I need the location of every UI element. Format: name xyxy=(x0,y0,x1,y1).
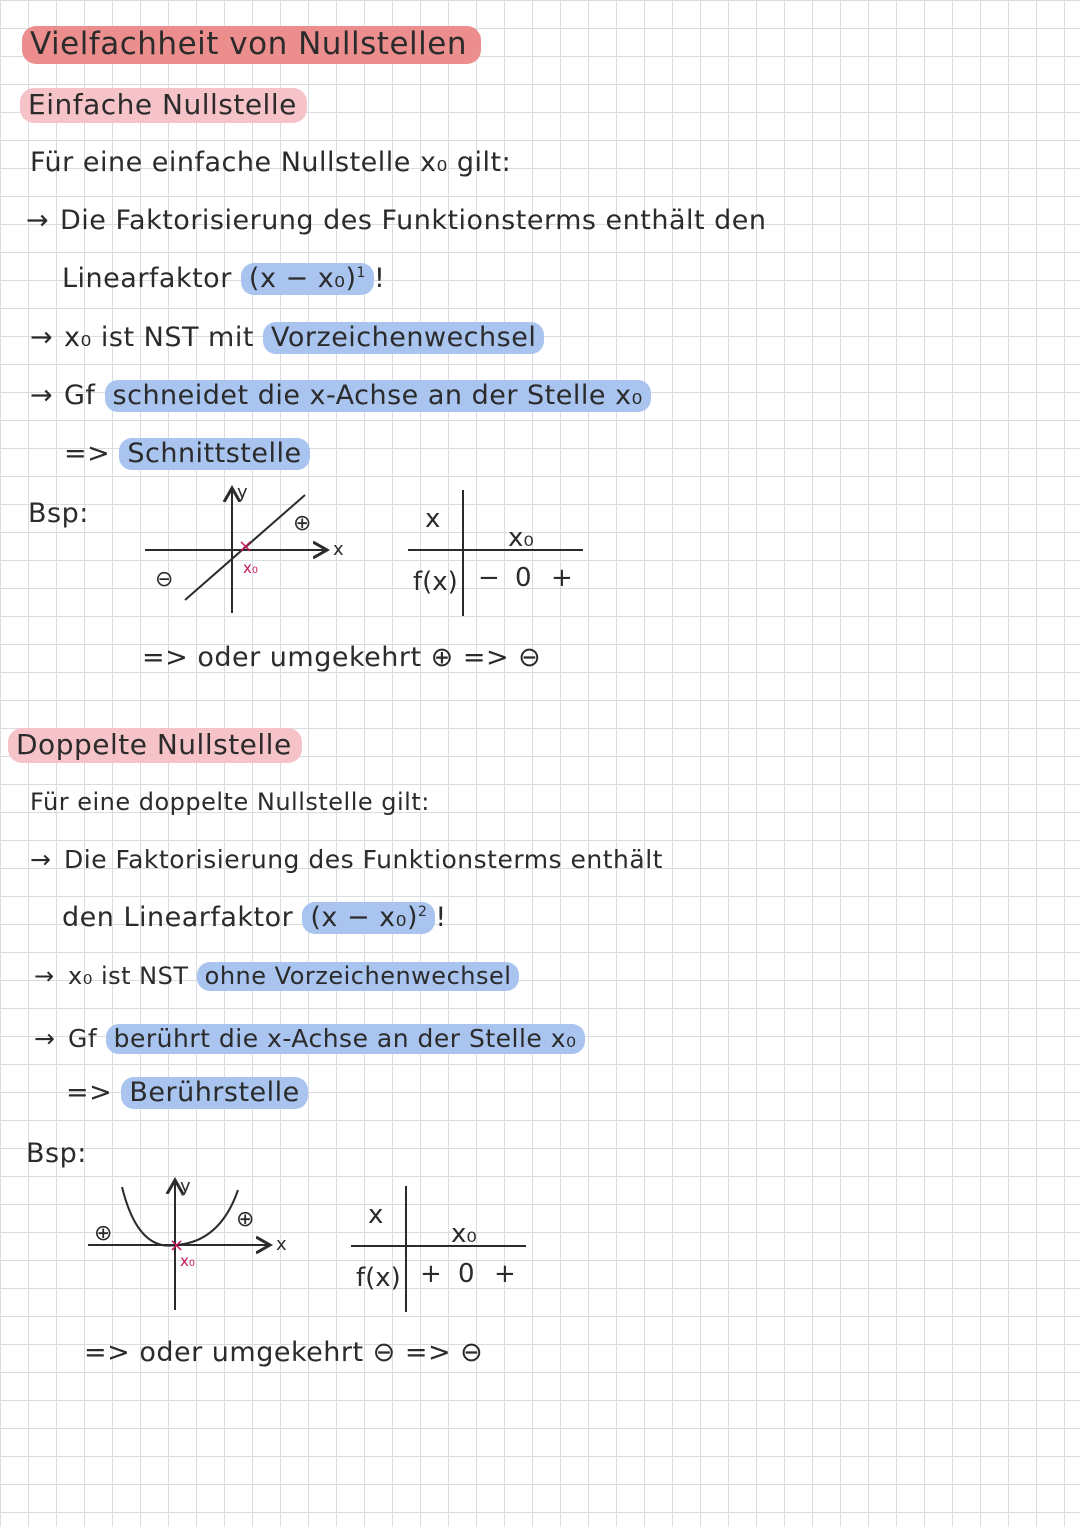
arrow-icon: → xyxy=(26,205,50,236)
double-intro: Für eine doppelte Nullstelle gilt: xyxy=(30,788,430,816)
y-axis-label: y xyxy=(237,482,248,503)
double-line-linear-factor: den Linearfaktor $(x - x_0)^2$ ! xyxy=(62,902,447,933)
table-row-x-head: x xyxy=(425,504,441,534)
table-sign-root: 0 xyxy=(515,563,532,593)
table-row-x-value: x₀ xyxy=(451,1219,477,1249)
simple-sign-table xyxy=(405,486,595,621)
table-row-fx-head: f(x) xyxy=(413,567,458,597)
double-note: => oder umgekehrt ⊖ => ⊖ xyxy=(84,1337,484,1368)
simple-line-linear-factor: Linearfaktor $(x - x_0)^1$ ! xyxy=(62,263,386,294)
double-line-factorization: → Die Faktorisierung des Funktionsterms enthält xyxy=(30,845,663,874)
double-line-no-sign-change: → x₀ ist NST ohne Vorzeichenwechsel xyxy=(34,962,519,990)
simple-line-conclusion: => Schnittstelle xyxy=(64,438,310,469)
root-marker: × xyxy=(169,1235,185,1256)
double-line-touches: → Gf berührt die x-Achse an der Stelle x₀ xyxy=(34,1024,585,1053)
simple-graph xyxy=(135,478,375,618)
simple-intro: Für eine einfache Nullstelle x₀ gilt: xyxy=(30,147,512,178)
table-sign-right: + xyxy=(551,563,573,593)
plus-circle-icon: ⊕ xyxy=(94,1221,113,1246)
x-axis-label: x xyxy=(333,539,344,560)
minus-circle-icon: ⊖ xyxy=(155,567,174,592)
table-row-x-value: x₀ xyxy=(508,523,534,553)
double-sign-table xyxy=(348,1182,538,1317)
root-label: x₀ xyxy=(243,559,258,577)
root-label: x₀ xyxy=(180,1252,195,1270)
page-title: Vielfachheit von Nullstellen xyxy=(22,26,481,62)
table-sign-right: + xyxy=(494,1259,516,1289)
arrow-icon: → xyxy=(34,962,55,990)
arrow-icon: → xyxy=(30,380,54,411)
plus-circle-icon: ⊕ xyxy=(236,1207,255,1232)
double-graph xyxy=(80,1172,320,1317)
simple-note: => oder umgekehrt ⊕ => ⊖ xyxy=(142,642,542,673)
table-sign-root: 0 xyxy=(458,1259,475,1289)
double-linear-factor: $(x - x_0)^2$ xyxy=(302,902,435,934)
simple-line-factorization: → Die Faktorisierung des Funktionsterms enthält den xyxy=(26,205,767,236)
table-sign-left: − xyxy=(478,563,500,593)
simple-line-intersects: → Gf schneidet die x-Achse an der Stelle x₀ xyxy=(30,380,651,411)
double-line-conclusion: => Berührstelle xyxy=(66,1077,308,1108)
simple-example-label: Bsp: xyxy=(28,498,89,529)
arrow-icon: → xyxy=(30,845,52,874)
simple-line-sign-change: → x₀ ist NST mit Vorzeichenwechsel xyxy=(30,322,544,353)
section-heading-double: Doppelte Nullstelle xyxy=(8,728,302,761)
y-axis-label: y xyxy=(180,1176,191,1197)
table-row-x-head: x xyxy=(368,1200,384,1230)
table-row-fx-head: f(x) xyxy=(356,1263,401,1293)
simple-linear-factor: $(x - x_0)^1$ xyxy=(241,263,374,295)
arrow-icon: → xyxy=(34,1024,56,1053)
table-sign-left: + xyxy=(420,1259,442,1289)
section-heading-simple: Einfache Nullstelle xyxy=(20,88,307,121)
arrow-icon: → xyxy=(30,322,54,353)
root-marker: × xyxy=(238,536,254,557)
x-axis-label: x xyxy=(276,1234,287,1255)
plus-circle-icon: ⊕ xyxy=(293,511,312,536)
double-example-label: Bsp: xyxy=(26,1138,87,1169)
